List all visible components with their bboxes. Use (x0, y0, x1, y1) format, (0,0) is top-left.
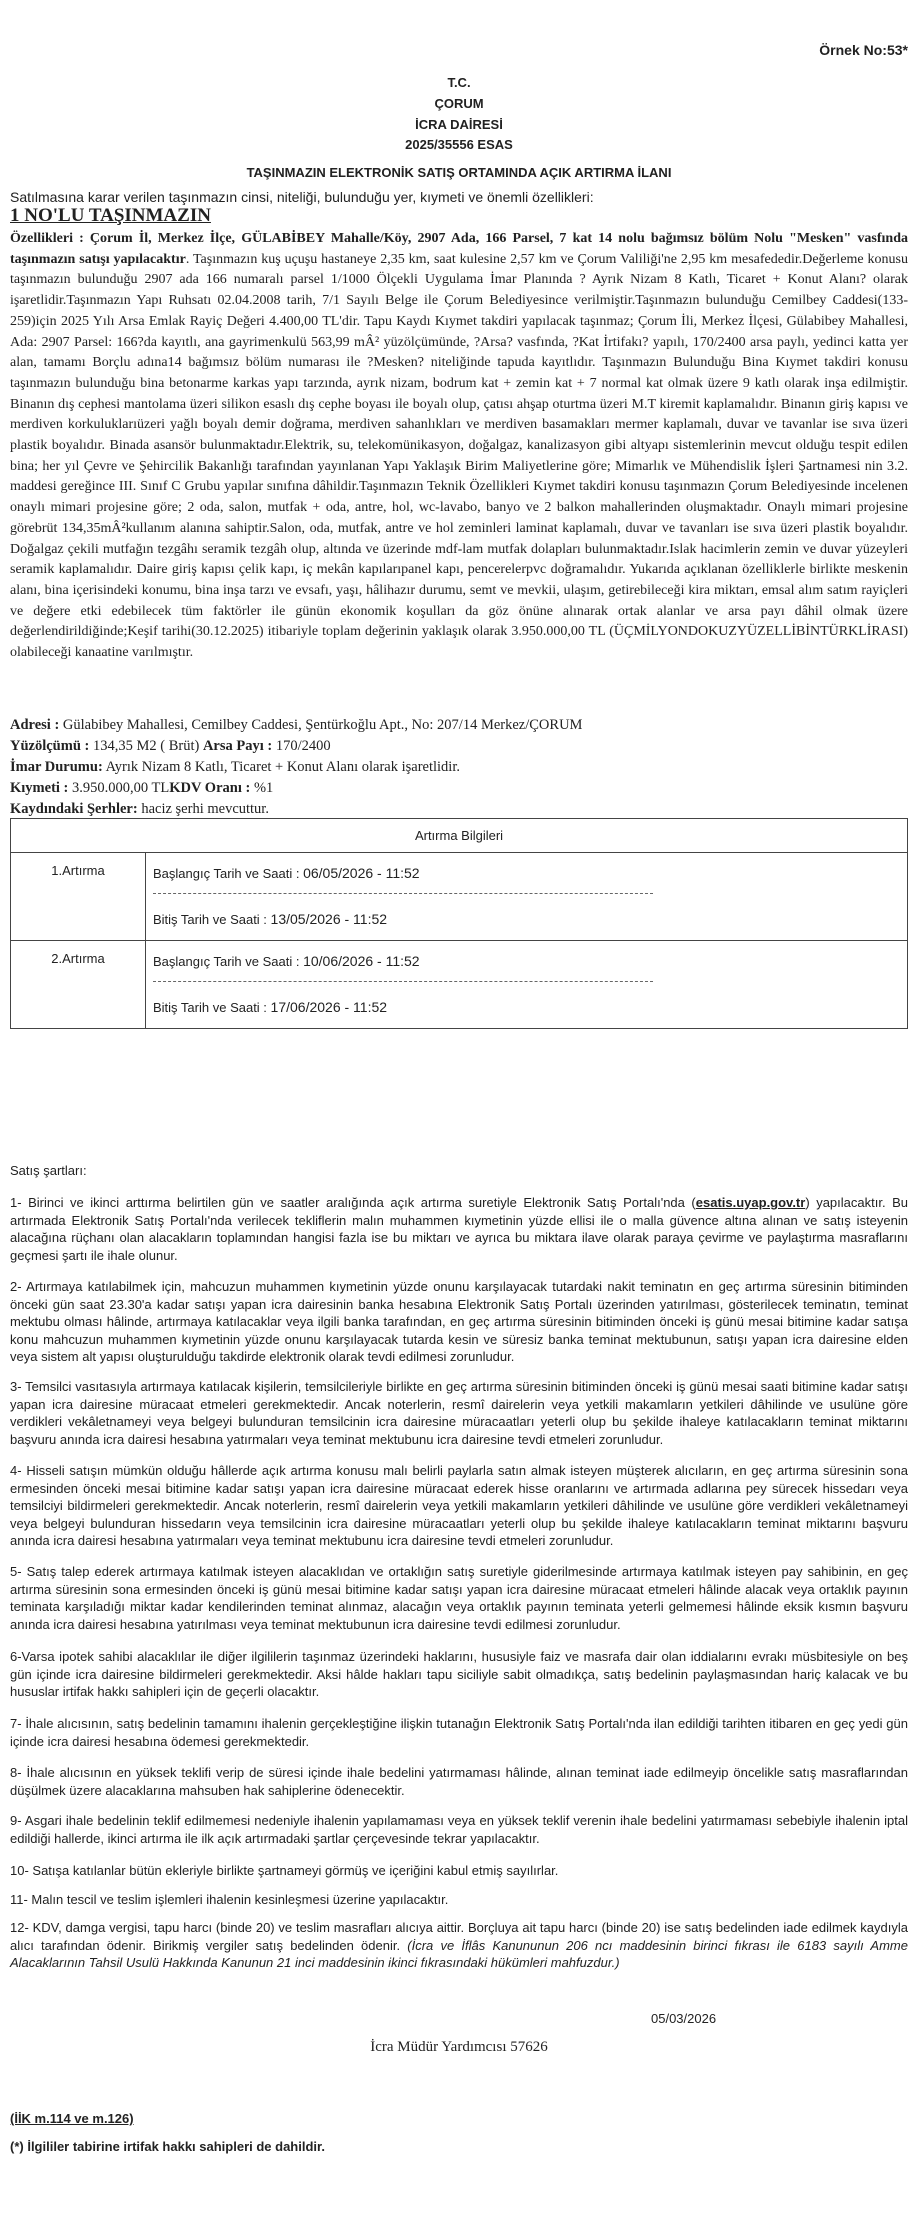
yuzolcumu-row (10, 738, 331, 755)
dashed-divider (153, 893, 653, 894)
ornek-no: Örnek No:53* (819, 42, 908, 58)
condition-6: 6-Varsa ipotek sahibi alacaklılar ile diğer ilgililerin taşınmaz üzerindeki haklarını, hususiyle faiz ve masrafa dair olan iddialarını evrakı müsbitesiyle on beş gün içinde icra dairesine bildirmeleri gerekmektedir. Aksi hâlde hakları tapu siciliyle sabit olmadıkça, satış bedelinin paylaşmasından hariç kalacak ve bu hususlar irtifak hakkı sahipleri için de geçerli olacaktır. (10, 1649, 908, 1699)
esatis-link[interactable]: esatis.uyap.gov.tr (695, 1195, 806, 1210)
artirma-row-1 (11, 853, 907, 941)
ozellik-bold: Çorum İl, Merkez İlçe, GÜLABİBEY Mahalle/Köy, 2907 Ada, 166 Parsel, 7 kat 14 nolu bağımsız bölüm Nolu "Mesken" vasfında taşınmazın satışı yapılacaktır (10, 231, 908, 267)
condition-9: 9- Asgari ihale bedelinin teklif edilmemesi nedeniyle ihalenin yapılamaması veya en yüksek teklif verenin ihale bedelini yatırmaması sebebiyle ihalenin iptal edildiği hallerde, ikinci artırma ile ilk açık artırmadaki şartlar çerçevesinde tekrar yapılacaktır. (10, 1813, 908, 1846)
artirma-table (10, 818, 908, 1029)
kdv-value: %1 (253, 780, 274, 796)
artirma-heading: Artırma Bilgileri (11, 819, 907, 853)
condition-2: 2- Artırmaya katılabilmek için, mahcuzun muhammen kıymetinin yüzde onunu karşılayacak tutardaki nakit teminatın en geç artırma süresinin bitiminden önceki gün saat 23.30'a kadar satışı yapan icra dairesinin banka hesabına Elektronik Satış Portalı üzerinden yatırılması, gösterilecek teminatın, teminat mektubu olması hâlinde, artırmaya katılacaklar veya ilgili banka tarafından, en geç artırma süresinin bitiminden önceki iş günü mesai bitimine kadar satışa konu mahcuzun muhammen kıymetinin yüzde onunu karşılayacak tutarda kesin ve süresiz banka teminat mektubunun, satışı yapan icra dairesine elden veya sistem alt yapısı oluşturulduğu takdirde elektronik olarak tevdi edilmesi zorunludur. (10, 1279, 908, 1364)
start-label: Başlangıç Tarih ve Saati : (153, 954, 300, 969)
adres-label: Adresi : (10, 717, 60, 733)
condition-11: 11- Malın tescil ve teslim işlemleri ihalenin kesinleşmesi üzerine yapılacaktır. (10, 1892, 449, 1907)
condition-text: 12- KDV, damga vergisi, tapu harcı (binde 20) ve teslim masrafları alıcıya aittir. Borçluya ait tapu harcı (binde 20) ise satış bedelinden iade edilmek kaydıyla alıcı tarafından ödenir. Birikmiş vergiler satış bedelinden ödenir. (10, 1920, 908, 1953)
arsa-payi-value: 170/2400 (275, 738, 331, 754)
tasinmaz-description (10, 229, 908, 664)
footnote: (*) İlgililer tabirine irtifak hakkı sahipleri de dahildir. (10, 2139, 325, 2154)
header-tc: T.C. (447, 75, 471, 90)
document-date: 05/03/2026 (651, 2011, 717, 2026)
condition-4: 4- Hisseli satışın mümkün olduğu hâllerde açık artırma konusu malı belirli paylarla satın almak isteyen müşterek alıcıların, en geç artırma süresinin sona ermesinden önceki mesai bitimine kadar satışı yapan icra dairesine müracaat ederek hisse oranlarını ve artırmada adlarına pey sürecek hissedarı veya temsilciyi bildirmeleri gerekmektedir. Ancak noterlerin, resmî dairelerin veya yetkili makamların yetkileri dâhilinde ve usulüne göre verdikleri vekâletnameyi veya belgeyi bulunduran hissedarın veya temsilcinin icra dairesine müracaatları yeterli olup bu şekilde ihaleye katılacakların teminat miktarını başvuru anında icra dairesi hesabına yatırmaları veya teminat mektubunu icra dairesine tevdi etmeleri zorunludur. (10, 1463, 908, 1548)
start-value: 06/05/2026 - 11:52 (303, 865, 420, 881)
condition-italic-note: (İcra ve İflâs Kanununun 206 ncı maddesinin birinci fıkrası ile 6183 sayılı Amme Alacaklarının Tahsil Usulü Hakkında Kanunun 21 inci maddesinin ikinci fıkrasındaki hükümleri mahfuzdur.) (10, 1937, 908, 1970)
imar-label: İmar Durumu: (10, 759, 103, 775)
condition-10: 10- Satışa katılanlar bütün ekleriyle birlikte şartnameyi görmüş ve içeriğini kabul etmiş sayılırlar. (10, 1863, 559, 1878)
condition-3: 3- Temsilci vasıtasıyla artırmaya katılacak kişilerin, temsilcileriyle birlikte en geç artırma süresinin bitiminden önceki iş günü mesai saati bitimine kadar satışı yapan icra dairesine müracaat etmeleri gerekmektedir. Ancak noterlerin, resmî dairelerin veya yetkili makamların yetkileri dâhilinde ve usulüne göre verdikleri vekâletnameyi veya belgeyi bulunduran temsilcinin icra dairesine müracaatları yeterli olup bu şekilde ihaleye katılacakların teminat miktarını başvuru anında icra dairesi hesabına yatırmaları veya teminat mektubunu icra dairesine tevdi etmeleri zorunludur. (10, 1379, 908, 1447)
imar-row (10, 759, 460, 776)
header-esas: 2025/35556 ESAS (405, 137, 513, 152)
signatory: İcra Müdür Yardımcısı 57626 (370, 2039, 548, 2055)
intro-text: Satılmasına karar verilen taşınmazın cinsi, niteliği, bulunduğu yer, kıymeti ve önemli özellikleri: (10, 189, 594, 205)
end-value: 13/05/2026 - 11:52 (270, 911, 388, 927)
artirma-dates (147, 941, 907, 1028)
end-line (153, 999, 387, 1015)
header-city: ÇORUM (434, 96, 484, 111)
header-office: İCRA DAİRESİ (415, 117, 503, 132)
serhler-label: Kaydındaki Şerhler: (10, 801, 138, 817)
kiymet-row (10, 780, 273, 797)
yuzolcumu-value: 134,35 M2 ( Brüt) (92, 738, 200, 754)
adres-row (10, 717, 582, 734)
end-line (153, 911, 387, 927)
serhler-value: haciz şerhi mevcuttur. (141, 801, 269, 817)
ozellik-text: . Taşınmazın kuş uçuşu hastaneye 2,35 km, saat kulesine 2,57 km ve Çorum Valiliği'ne 2,95 km mesafededir.Değerleme konusu taşınmazın bulunduğu 2907 ada 166 numaralı parsel 1/1000 Ölçekli Uygulama İmar Planında ? Ayrık Nizam 8 Katlı, Ticaret + Konut Alanı? olarak işaretlidir.Taşınmazın Yapı Ruhsatı 02.04.2008 tarih, 7/1 Sayılı Belge ile Çorum Belediyesince verilmiştir.Taşınmazın bulunduğu Cemilbey Caddesi(133-259)için 2025 Yılı Arsa Emlak Rayiç Değeri 4.400,00 TL'dir. Tapu Kaydı Kıymet takdiri yapılacak taşınmaz; Çorum İli, Merkez İlçesi, Gülabibey Mahallesi, Ada: 2907 Parsel: 166?da kayıtlı, ana gayrimenkulü 563,99 mÂ² yüzölçümünde, ?Arsa? vasfında, ?Kat İrtifakı? yapılı, 170/2400 arsa paylı, yedinci katta yer alan, tamamı Borçlu adına14 bağımsız bölüm numarası ile ?Mesken? niteliğinde tapuda kayıtlıdır. Taşınmazın Bulunduğu Bina Kıymet takdiri konusu taşınmazın bulunduğu bina betonarme karkas yapı tarzında, ayrık nizam, bodrum kat + zemin kat + 7 normal kat olmak üzere 9 katlı olarak inşa edilmiştir. Binanın dış cephesi mantolama üzeri silikon esaslı dış cephe boyası ile boyalı olup, çatısı ahşap oturtma üzeri M.T kiremit kaplamalıdır. Binanın giriş kapısı ve merdiven korkuluklarıüzeri yağlı boyalı demir doğrama, merdiven sahanlıkları ve merdiven basamakları mermer kaplamalı, duvar ve tavanlar ise sıva üzeri plastik boyalıdır. Binada asansör bulunmaktadır.Elektrik, su, telekomünikasyon, doğalgaz, kanalizasyon gibi altyapı sistemlerinin mevcut olduğu tespit edilen bina; her yıl Çevre ve Şehircilik Bakanlığı tarafından yayınlanan Yapı Yaklaşık Birim Maliyetlerine göre; Mimarlık ve Mühendislik İşleri Şartnamesi nin 3.2. maddesi gereğince III. Sınıf C Grubu yapılar sınıfına dâhildir.Taşınmazın Teknik Özellikleri Kıymet takdiri konusu taşınmazın Çorum Belediyesinde incelenen onaylı mimari projesine göre; 2 oda, salon, mutfak + oda, antre, hol, wc-lavabo, banyo ve 2 balkon mahallerinden oluşmaktadır. Onaylı mimari projesine görebrüt 134,35mÂ²kullanım alanına sahiptir.Salon, oda, mutfak, antre ve hol zeminleri laminat kaplamalı, duvar ve tavanları ise sıva üzeri plastik boyalıdır. Doğalgaz çekili mutfağın tezgâhı seramik tezgâh olup, altında ve üzerinde mdf-lam mutfak dolapları bulunmaktadır.Islak hacimlerin zemin ve duvar yüzeyleri seramik kaplamalıdır. Daire giriş kapısı çelik kapı, iç mekân kapılarıpanel kapı, pencerelerpvc doğramalıdır. Yukarıda açıklanan özelliklerle birlikte meskenin alanı, bina içerisindeki konumu, bina inşa tarzı ve evsafı, yaşı, hâlihazır durumu, semt ve mevkii, ulaşım, getirebileceği kira miktarı, emsal alım satım rayiçleri ve değere etki edebilecek tüm faktörler ile günün ekonomik koşulları da göz önüne alınarak ortak alanlar ve arsa payı dâhil olmak üzere değerlendirildiğinde;Keşif tarihi(30.12.2025) itibariyle toplam değerinin yaklaşık olarak 3.950.000,00 TL (ÜÇMİLYONDOKUZYÜZELLİBİNTÜRKLİRASI) olabileceği kanaatine varılmıştır. (10, 251, 908, 661)
condition-8: 8- İhale alıcısının en yüksek teklifi verip de süresi içinde ihale bedelini yatırmaması hâlinde, alınan teminat iade edilmeyip öncelikle satış masraflarından düşülmek üzere alacaklarına mahsuben hak sahiplerine ödenecektir. (10, 1765, 908, 1798)
end-label: Bitiş Tarih ve Saati : (153, 1000, 267, 1015)
tasinmaz-title: 1 NO'LU TAŞINMAZIN (10, 205, 211, 226)
dashed-divider (153, 981, 653, 982)
arsa-payi-label: Arsa Payı : (202, 738, 273, 754)
end-value: 17/06/2026 - 11:52 (270, 999, 388, 1015)
serhler-row (10, 801, 269, 818)
end-label: Bitiş Tarih ve Saati : (153, 912, 267, 927)
ozellik-label: Özellikleri : (10, 231, 84, 246)
law-reference: (İİK m.114 ve m.126) (10, 2111, 134, 2126)
imar-value: Ayrık Nizam 8 Katlı, Ticaret + Konut Alanı olarak işaretlidir. (105, 759, 460, 775)
artirma-label: 1.Artırma (11, 853, 146, 940)
condition-12 (10, 1919, 908, 1972)
condition-5: 5- Satış talep ederek artırmaya katılmak isteyen alacaklıdan ve ortaklığın satış suretiyle giderilmesinde artırmaya katılmak isteyen pay sahibinin, en geç artırma süresinin sona ermesinden önceki iş günü mesai bitimine kadar satışı yapan icra dairesine müracaat etmeleri hâlinde alacak veya ortaklık payının teminata karşıladığı miktar kadar kendilerinden teminat alınmaz, alacağın veya ortaklık payının teminata yeterli gelmemesi hâlinde eksik kısmın başvuru anında icra dairesi hesabına yatırılması veya teminat mektubunun icra dairesine tevdi edilmesi zorunludur. (10, 1564, 908, 1632)
condition-7: 7- İhale alıcısının, satış bedelinin tamamını ihalenin gerçekleştiğine ilişkin tutanağın Elektronik Satış Portalı'nda ilan edildiği tarihten itibaren en geç yedi gün içinde icra dairesi hesabına ödemesi gerekmektedir. (10, 1716, 908, 1749)
condition-text: 1- Birinci ve ikinci arttırma belirtilen gün ve saatler aralığında açık artırma suretiyle Elektronik Satış Portalı'nda ( (10, 1195, 696, 1210)
kdv-label: KDV Oranı : (169, 780, 251, 796)
artirma-dates (147, 853, 907, 940)
adres-value: Gülabibey Mahallesi, Cemilbey Caddesi, Şentürkoğlu Apt., No: 207/14 Merkez/ÇORUM (62, 717, 583, 733)
start-line (153, 953, 420, 969)
artirma-row-2 (11, 941, 907, 1028)
start-value: 10/06/2026 - 11:52 (303, 953, 420, 969)
condition-1 (10, 1194, 908, 1264)
document-title: TAŞINMAZIN ELEKTRONİK SATIŞ ORTAMINDA AÇIK ARTIRMA İLANI (246, 165, 672, 180)
condition-text: ) yapılacaktır. Bu artırmada Elektronik Satış Portalı'nda verilecek tekliflerin malın muhammen kıymetinin yüzde ellisi ile o malla güvence altına alınan ve satış isteyenin alacağına rüçhanı olan alacakların toplamından hangisi fazla ise bu miktarı ve ayrıca bu miktara ilave olarak paraya çevirme ve paylaştırma masraflarını geçmesi şartı ile ihale olunur. (10, 1195, 908, 1263)
sartlar-title: Satış şartları: (10, 1163, 87, 1178)
start-line (153, 865, 420, 881)
artirma-label: 2.Artırma (11, 941, 146, 1028)
kiymeti-value: 3.950.000,00 TL (72, 780, 170, 796)
yuzolcumu-label: Yüzölçümü : (10, 738, 90, 754)
kiymeti-label: Kıymeti : (10, 780, 69, 796)
start-label: Başlangıç Tarih ve Saati : (153, 866, 300, 881)
